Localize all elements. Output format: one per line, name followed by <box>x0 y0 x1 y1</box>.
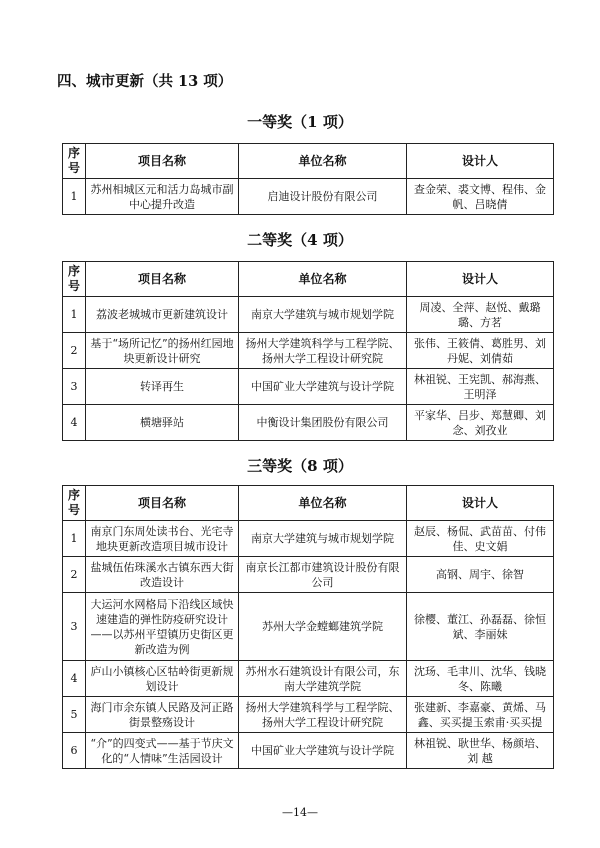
cell-unit: 南京长江都市建筑设计股份有限公司 <box>239 557 407 593</box>
cell-designer: 平家华、吕步、郑慧卿、刘念、刘孜业 <box>407 405 554 441</box>
award-table-second <box>62 261 554 441</box>
cell-designer: 张伟、王筱倩、葛胜男、刘丹妮、刘倩茹 <box>407 333 554 369</box>
cell-designer: 林祖锐、耿世华、杨颜培、刘 越 <box>407 733 554 769</box>
cell-no: 3 <box>63 369 86 405</box>
cell-no: 4 <box>63 661 86 697</box>
table-row <box>63 405 554 441</box>
cell-no: 1 <box>63 521 86 557</box>
cell-designer: 赵辰、杨侃、武苗苗、付伟佳、史文娟 <box>407 521 554 557</box>
table-row <box>63 521 554 557</box>
award-table-first <box>62 143 554 215</box>
cell-project: 盐城伍佑珠溪水古镇东西大街改造设计 <box>86 557 239 593</box>
cell-project: 庐山小镇核心区牯岭街更新规划设计 <box>86 661 239 697</box>
cell-no: 1 <box>63 179 86 215</box>
cell-designer: 周凌、全萍、赵悦、戴璐璐、方茗 <box>407 297 554 333</box>
cell-project: 海门市余东镇人民路及河正路街景整殇设计 <box>86 697 239 733</box>
cell-project: 转译再生 <box>86 369 239 405</box>
cell-no: 5 <box>63 697 86 733</box>
cell-project: “介”的四变式——基于节庆文化的“人情味”生活园设计 <box>86 733 239 769</box>
cell-project: 基于“场所记忆”的扬州红园地块更新设计研究 <box>86 333 239 369</box>
cell-designer: 高钢、周宇、徐智 <box>407 557 554 593</box>
award-title-third: 三等奖（8 项） <box>247 457 353 475</box>
cell-no: 6 <box>63 733 86 769</box>
header-designer: 设计人 <box>407 144 554 179</box>
cell-unit: 中国矿业大学建筑与设计学院 <box>239 733 407 769</box>
cell-unit: 启迪设计股份有限公司 <box>239 179 407 215</box>
table-row <box>63 593 554 661</box>
cell-designer: 林祖锐、王宪凯、郝海燕、王明泽 <box>407 369 554 405</box>
header-no: 序号 <box>63 144 86 179</box>
cell-no: 1 <box>63 297 86 333</box>
table-row <box>63 661 554 697</box>
header-designer: 设计人 <box>407 486 554 521</box>
table-header-row <box>63 144 554 179</box>
header-no: 序号 <box>63 262 86 297</box>
table-row <box>63 557 554 593</box>
award-title-second: 二等奖（4 项） <box>247 231 353 249</box>
cell-designer: 张建新、李嘉豪、黄烯、马鑫、买买提玉索甫·买买提 <box>407 697 554 733</box>
cell-unit: 南京大学建筑与城市规划学院 <box>239 297 407 333</box>
header-project: 项目名称 <box>86 486 239 521</box>
cell-no: 2 <box>63 557 86 593</box>
cell-project: 横塘驿站 <box>86 405 239 441</box>
award-title-first: 一等奖（1 项） <box>247 113 353 131</box>
header-project: 项目名称 <box>86 262 239 297</box>
header-unit: 单位名称 <box>239 486 407 521</box>
cell-designer: 沈玚、毛聿川、沈华、钱晓冬、陈曦 <box>407 661 554 697</box>
cell-project: 大运河水网格局下沿线区域快速建造的弹性防疫研究设计——以苏州平望镇历史街区更新改造为例 <box>86 593 239 661</box>
header-unit: 单位名称 <box>239 262 407 297</box>
cell-unit: 中衡设计集团股份有限公司 <box>239 405 407 441</box>
cell-no: 3 <box>63 593 86 661</box>
cell-no: 2 <box>63 333 86 369</box>
cell-unit: 中国矿业大学建筑与设计学院 <box>239 369 407 405</box>
cell-project: 荔波老城城市更新建筑设计 <box>86 297 239 333</box>
header-no: 序号 <box>63 486 86 521</box>
cell-unit: 南京大学建筑与城市规划学院 <box>239 521 407 557</box>
cell-unit: 扬州大学建筑科学与工程学院、扬州大学工程设计研究院 <box>239 333 407 369</box>
cell-project: 南京门东周处读书台、光宅寺地块更新改造项目城市设计 <box>86 521 239 557</box>
table-row <box>63 369 554 405</box>
header-designer: 设计人 <box>407 262 554 297</box>
section-title: 四、城市更新（共 13 项） <box>57 73 233 90</box>
cell-unit: 苏州大学金螳螂建筑学院 <box>239 593 407 661</box>
cell-designer: 徐樱、董江、孙磊磊、徐恒斌、李丽妹 <box>407 593 554 661</box>
cell-designer: 查金荣、裘文博、程伟、金帆、吕晓倩 <box>407 179 554 215</box>
page-number: —14— <box>282 806 318 819</box>
cell-unit: 扬州大学建筑科学与工程学院、扬州大学工程设计研究院 <box>239 697 407 733</box>
table-row <box>63 333 554 369</box>
table-row <box>63 297 554 333</box>
cell-no: 4 <box>63 405 86 441</box>
cell-unit: 苏州水石建筑设计有限公司，东南大学建筑学院 <box>239 661 407 697</box>
header-project: 项目名称 <box>86 144 239 179</box>
table-header-row <box>63 486 554 521</box>
table-header-row <box>63 262 554 297</box>
table-row <box>63 697 554 733</box>
cell-project: 苏州相城区元和活力岛城市副中心提升改造 <box>86 179 239 215</box>
table-row <box>63 733 554 769</box>
award-table-third <box>62 485 554 769</box>
header-unit: 单位名称 <box>239 144 407 179</box>
table-row <box>63 179 554 215</box>
